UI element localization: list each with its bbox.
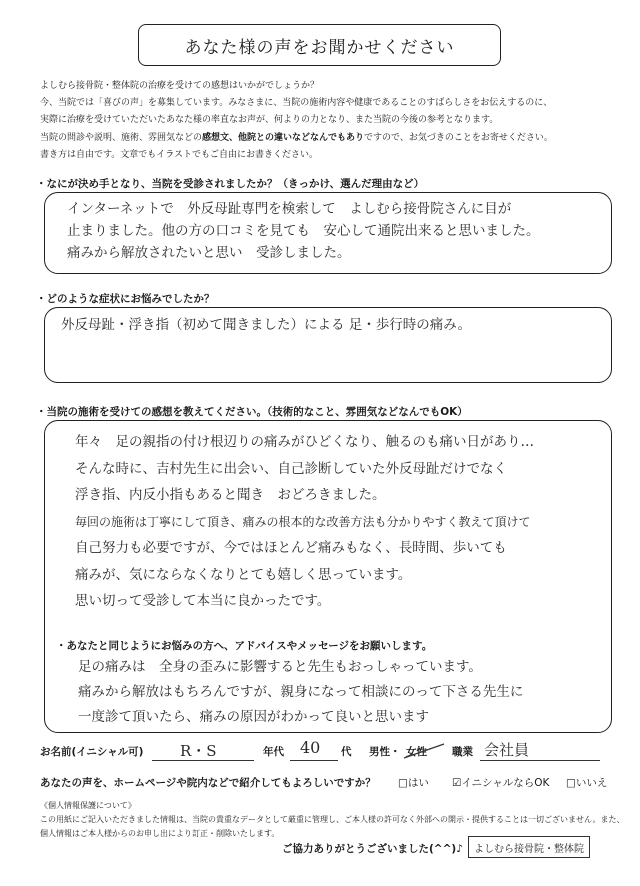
- answer-line: 足の痛みは 全身の歪みに影響すると先生もおっしゃっています。: [78, 659, 482, 675]
- answer-line: 年々 足の親指の付け根辺りの痛みがひどくなり、触るのも痛い日があり…: [75, 434, 534, 450]
- page-title: あなた様の声をお聞かせください: [138, 24, 501, 66]
- job-label: 職業: [452, 746, 473, 758]
- clinic-stamp: よしむら接骨院・整体院: [468, 836, 590, 858]
- intro-text: [40, 78, 620, 164]
- answer-line: 一度診て頂いたら、痛みの原因がわかって良いと思います: [78, 709, 429, 725]
- answer-box-1: [44, 192, 612, 274]
- answer-line: インターネットで 外反母趾専門を検索して よしむら接骨院さんに目が: [67, 201, 512, 217]
- consent-initial-option[interactable]: ☑イニシャルならOK: [452, 777, 550, 789]
- privacy-line: 個人情報はご本人様からのお申し出により訂正・削除いたします。: [40, 829, 280, 838]
- question-4: ・あなたと同じようにお悩みの方へ、アドバイスやメッセージをお願いします。: [56, 640, 433, 652]
- answer-line: 思い切って受診して本当に良かったです。: [75, 593, 331, 609]
- answer-line: そんな時に、吉村先生に出会い、自己診断していた外反母趾だけでなく: [75, 460, 507, 477]
- intro-line: よしむら接骨院・整体院の治療を受けての感想はいかがでしょうか？: [40, 81, 320, 91]
- intro-fragment: 当院の問診や説明、施術、雰囲気などの: [40, 132, 203, 143]
- name-value: R・S: [180, 742, 217, 760]
- question-2: ・どのような症状にお悩みでしたか？: [36, 293, 215, 305]
- intro-line: 今、当院では「喜びの声」を募集しています。みなさまに、当院の施術内容や健康であることのすばらしさをお伝えするのに、: [40, 98, 553, 109]
- intro-fragment: ですので、お気づきのことをお寄せください。: [364, 132, 553, 143]
- age-underline: [290, 760, 338, 761]
- answer-line: 止まりました。他の方の口コミを見ても 安心して通院出来ると思いました。: [67, 223, 540, 239]
- intro-line: 書き方は自由です。文章でもイラストでもご自由にお書きください。: [40, 149, 319, 160]
- answer-line: 痛みから解放されたいと思い 受診しました。: [67, 245, 351, 261]
- answer-line: 外反母趾・浮き指（初めて聞きました）による 足・歩行時の痛み。: [61, 317, 472, 333]
- age-value: 40: [300, 738, 321, 757]
- name-label: お名前(イニシャル可): [40, 746, 144, 758]
- answer-line: 自己努力も必要ですが、今ではほとんど痛みもなく、長時間、歩いても: [75, 540, 507, 556]
- answer-line: 痛みが、気にならなくなりとても嬉しく思っています。: [75, 566, 412, 583]
- intro-line: [40, 130, 620, 147]
- question-3: ・当院の施術を受けての感想を教えてください。（技術的なこと、雰囲気などなんでもOK）: [36, 406, 468, 418]
- question-1: ・なにが決め手となり、当院を受診されましたか？（きっかけ、選んだ理由など）: [36, 178, 425, 190]
- consent-no-option[interactable]: □いいえ: [566, 777, 608, 789]
- age-label: 年代: [263, 746, 284, 758]
- job-value: 会社員: [484, 741, 530, 759]
- answer-line: 毎回の施術は丁寧にして頂き、痛みの根本的な改善方法も分かりやすく教えて頂けて: [75, 514, 531, 529]
- gender-selection-mark: [400, 738, 450, 762]
- intro-emphasis: 感想文、他院との違いなどなんでもあり: [202, 132, 365, 143]
- consent-yes-option[interactable]: □はい: [398, 777, 429, 789]
- privacy-line: この用紙にご記入いただきました情報は、当院の貴重なデータとして厳重に管理し、ご本人様の許可なく外部への開示・提供することは一切ございません。また、: [40, 815, 625, 824]
- intro-line: 実際に治療を受けていただいたあなた様の率直なお声が、何よりの力となり、また当院の今後の参考となります。: [40, 115, 499, 126]
- gender-female: 女性: [406, 746, 427, 758]
- privacy-notice: [40, 799, 625, 841]
- age-suffix: 代: [341, 746, 352, 758]
- job-underline: [480, 760, 600, 761]
- consent-question: あなたの声を、ホームページや院内などで紹介してもよろしいですか？: [40, 777, 376, 789]
- answer-line: 痛みから解放はもちろんですが、親身になって相談にのって下さる先生に: [78, 684, 524, 700]
- answer-area-4: [78, 655, 523, 730]
- gender-male: 男性・: [369, 746, 401, 758]
- thanks-text: ご協力ありがとうございました(^^)♪: [282, 843, 463, 855]
- privacy-heading: 《個人情報保護について》: [40, 801, 136, 810]
- answer-box-2: [44, 307, 612, 383]
- answer-line: 浮き指、内反小指もあると聞き おどろきました。: [75, 487, 386, 503]
